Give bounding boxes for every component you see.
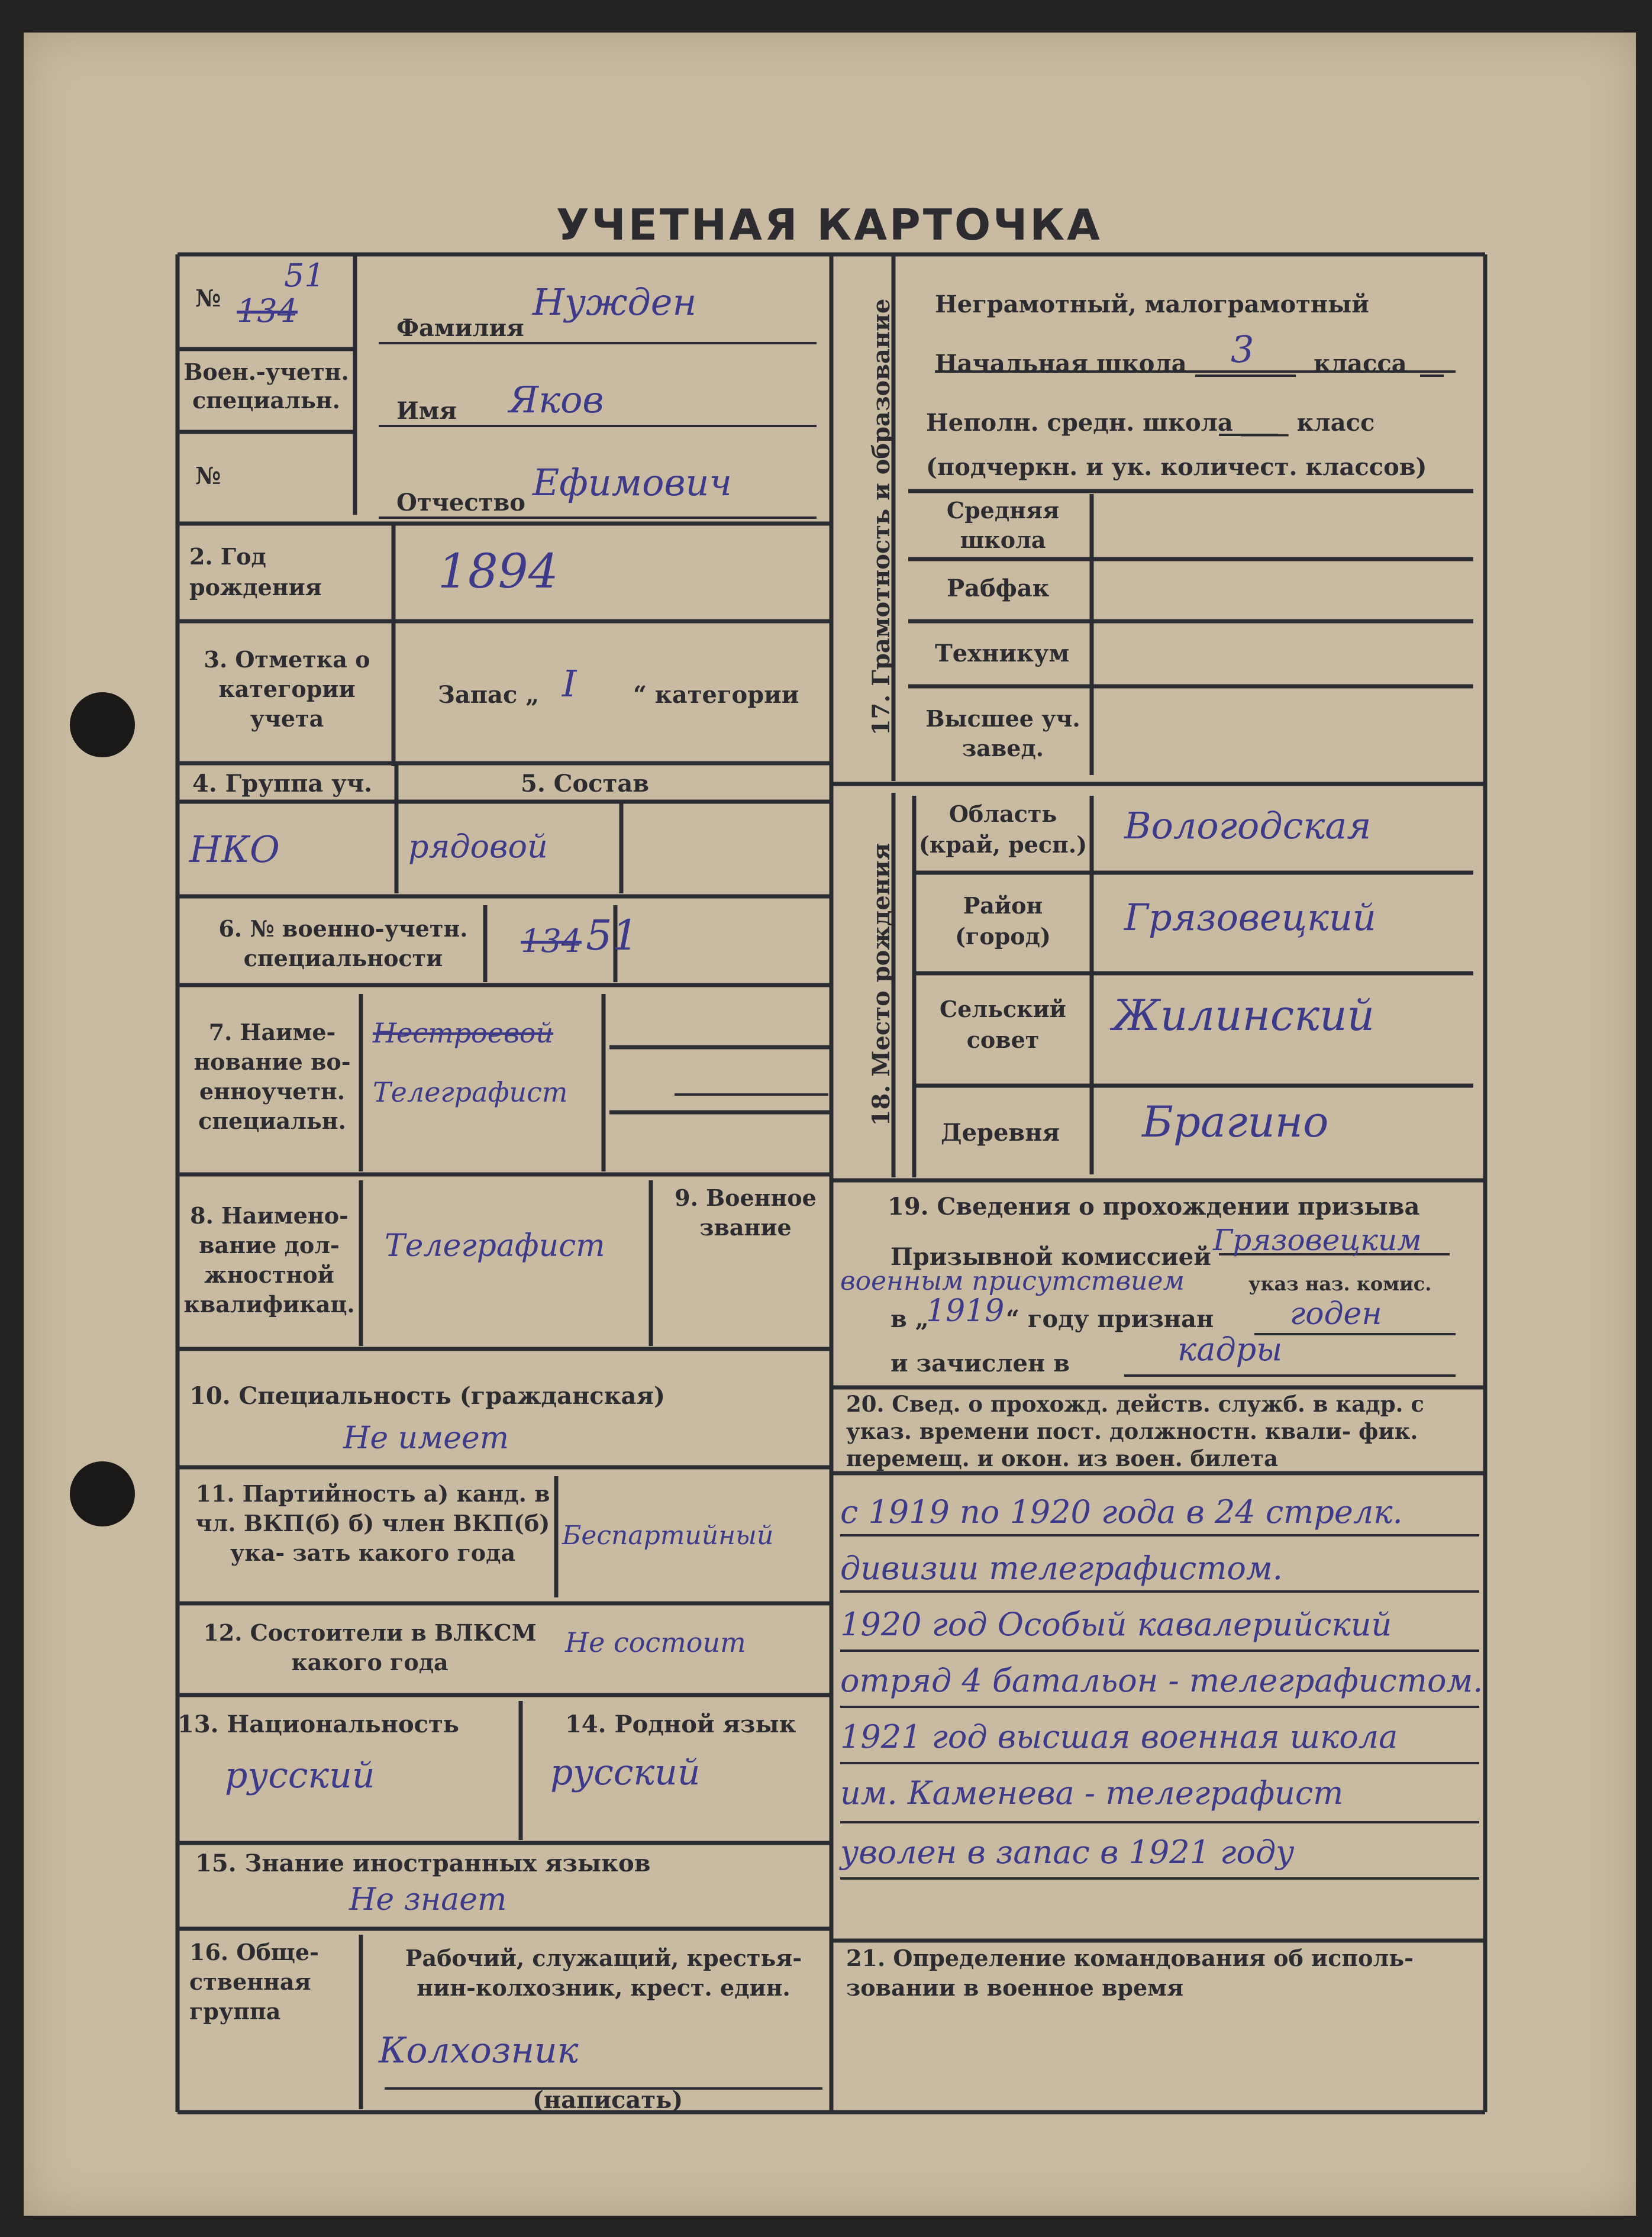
service-record-line-7: уволен в запас в 1921 году	[840, 1833, 1295, 1871]
commission-value-2: военным присутствием	[840, 1266, 1185, 1296]
rank-label: 9. Военное звание	[675, 1184, 817, 1241]
reserve-value: I	[562, 662, 577, 705]
first-name-value: Яков	[509, 378, 604, 421]
oblast-label: Область (край, респ.)	[918, 800, 1088, 858]
reserve-prefix: Запас „	[438, 681, 540, 709]
patronymic-label: Отчество	[396, 489, 525, 517]
incomplete-school-label: Неполн. средн. школа ____ класс	[926, 409, 1375, 437]
languages-value: Не знает	[349, 1882, 507, 1918]
group-value: НКО	[189, 828, 280, 871]
document-title: УЧЕТНАЯ КАРТОЧКА	[556, 200, 1102, 250]
native-language-value: русский	[550, 1752, 701, 1793]
komsomol-value: Не состоит	[565, 1626, 746, 1658]
specialty-name-value-2: Телеграфист	[373, 1076, 568, 1108]
service-record-line-2: дивизии телеграфистом.	[840, 1550, 1283, 1587]
incomplete-school-note: (подчеркн. и ук. количест. классов)	[926, 453, 1427, 481]
rabfak-label: Рабфак	[947, 574, 1050, 602]
primary-school-value: 3	[1231, 328, 1254, 371]
birthplace-section-label: 18. Место рождения	[867, 842, 895, 1126]
service-record-line-3: 1920 год Особый кавалерийский	[840, 1606, 1392, 1643]
number-value: 51	[284, 257, 325, 294]
category-label: 3. Отметка о категории учета	[204, 646, 370, 732]
primary-school-label: Начальная школа	[935, 350, 1187, 377]
education-section-label: 17. Грамотность и образование	[867, 298, 895, 736]
birth-year-value: 1894	[438, 544, 559, 599]
specialty-name-label: 7. Наиме- нование во- енноучетн. специальн.	[193, 1019, 351, 1134]
social-group-options: Рабочий, служащий, крестья- нин-колхозник, крест. един.	[405, 1945, 802, 2001]
patronymic-value: Ефимович	[533, 461, 733, 504]
service-record-line-4: отряд 4 батальон - телеграфистом.	[840, 1662, 1483, 1699]
specialty-number-value: 51	[586, 911, 639, 960]
surname-value: Нужден	[533, 280, 697, 324]
composition-value: рядовой	[408, 828, 548, 865]
technikum-label: Техникум	[935, 640, 1070, 667]
conscription-label: 19. Сведения о прохождении призыва	[888, 1193, 1420, 1221]
nationality-value: русский	[225, 1755, 375, 1796]
enlisted-value: кадры	[1177, 1331, 1283, 1368]
number2-label: №	[195, 462, 221, 490]
social-group-value: Колхозник	[379, 2030, 579, 2071]
surname-label: Фамилия	[396, 314, 524, 342]
selsovet-label: Сельский совет	[940, 996, 1066, 1053]
specialty-number-label: 6. № военно-учетн. специальности	[218, 915, 468, 971]
mil-specialty-label: Воен.-учетн. специальн.	[183, 359, 349, 414]
service-record-line-6: им. Каменева - телеграфист	[840, 1774, 1344, 1812]
first-name-label: Имя	[396, 397, 457, 425]
civil-specialty-value: Не имеет	[343, 1421, 509, 1456]
composition-label: 5. Состав	[521, 770, 650, 798]
specialty-number-struck: 134	[521, 922, 582, 960]
service-record-line-5: 1921 год высшая военная школа	[840, 1718, 1398, 1755]
commission-value: Грязовецким	[1213, 1223, 1422, 1257]
specialty-name-value-1: Нестроевой	[373, 1017, 554, 1049]
year-prefix: в „	[890, 1305, 929, 1333]
service-record-line-1: с 1919 по 1920 года в 24 стрелк.	[840, 1493, 1403, 1531]
number-value-struck: 134	[237, 292, 298, 330]
rayon-label: Район (город)	[955, 892, 1051, 950]
commission-label: Призывной комиссией	[890, 1243, 1211, 1271]
social-group-note: (написать)	[533, 2086, 683, 2114]
komsomol-label: 12. Состоители в ВЛКСМ какого года	[203, 1619, 537, 1676]
party-label: 11. Партийность а) канд. в чл. ВКП(б) б) член ВКП(б) ука- зать какого года	[195, 1480, 550, 1566]
rayon-value: Грязовецкий	[1124, 896, 1376, 939]
year-value: 1919	[926, 1293, 1005, 1329]
village-label: Деревня	[941, 1119, 1060, 1147]
service-record-label: 20. Свед. о прохожд. действ. служб. в кадр. с указ. времени пост. должностн. квали- фик. перемещ. и окон. из воен. билета	[846, 1391, 1424, 1471]
position-label: 8. Наимено- вание дол- жностной квалификац.	[183, 1202, 355, 1318]
nationality-label: 13. Национальность	[178, 1710, 459, 1738]
civil-specialty-label: 10. Специальность (гражданская)	[189, 1382, 665, 1410]
selsovet-value: Жилинский	[1112, 990, 1374, 1040]
native-language-label: 14. Родной язык	[565, 1710, 796, 1738]
birth-year-label: 2. Год рождения	[189, 543, 322, 601]
number-label: №	[195, 285, 221, 312]
commission-note: указ наз. комис.	[1248, 1273, 1432, 1295]
social-group-label: 16. Обще- ственная группа	[189, 1939, 319, 2025]
position-value: Телеграфист	[385, 1228, 605, 1264]
languages-label: 15. Знание иностранных языков	[195, 1849, 651, 1877]
group-label: 4. Группа уч.	[192, 770, 373, 798]
oblast-value: Вологодская	[1124, 804, 1372, 847]
year-suffix: “ году признан	[1006, 1305, 1214, 1333]
reserve-suffix: “ категории	[633, 681, 799, 709]
secondary-school-label: Средняя школа	[946, 497, 1060, 553]
primary-school-suffix: класса	[1314, 350, 1407, 377]
illiterate-label: Неграмотный, малограмотный	[935, 290, 1369, 318]
party-value: Беспартийный	[562, 1521, 774, 1551]
village-value: Брагино	[1142, 1097, 1329, 1147]
wartime-use-label: 21. Определение командования об исполь- зовании в военное время	[846, 1945, 1414, 2001]
higher-edu-label: Высшее уч. завед.	[925, 705, 1080, 761]
fitness-value: годен	[1290, 1296, 1382, 1332]
enlisted-label: и зачислен в	[890, 1350, 1070, 1377]
